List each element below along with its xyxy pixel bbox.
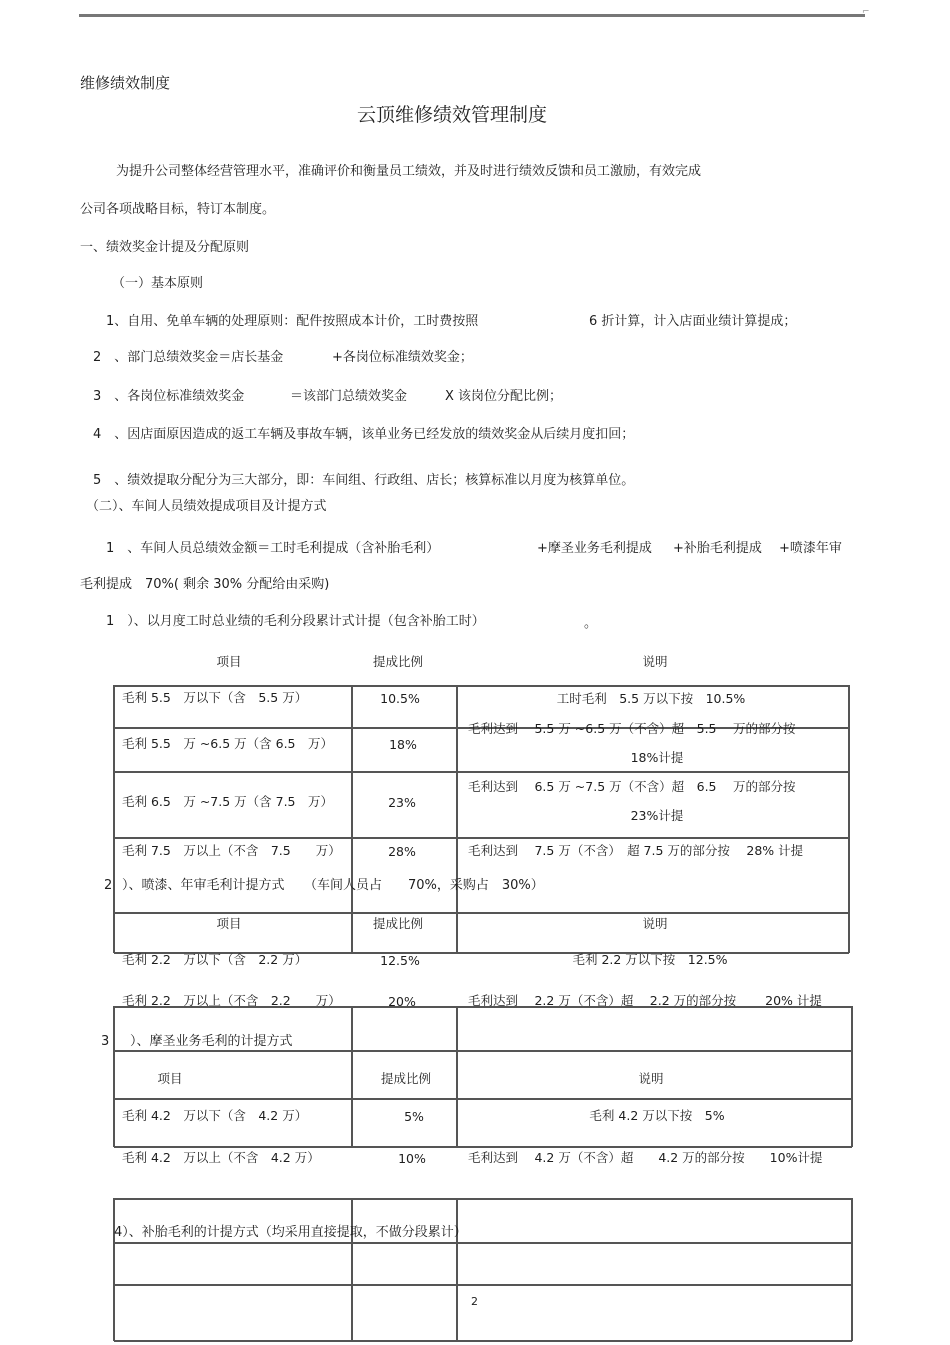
table2-row1-rate: 12.5%	[380, 953, 420, 968]
table3-line	[114, 1006, 852, 1008]
table4-line	[114, 1340, 852, 1342]
page-title: 云顶维修绩效管理制度	[356, 104, 548, 126]
table2-row1-desc: 毛利 2.2 万以下按 12.5%	[572, 952, 728, 967]
intro-line-1: 为提升公司整体经营管理水平，准确评价和衡量员工绩效，并及时进行绩效反馈和员工激励，有效完成	[116, 164, 702, 179]
rule-3b: ＝该部门总绩效奖金	[290, 389, 408, 404]
table1-row4-desc: 毛利达到 7.5 万（不含） 超 7.5 万的部分按 28% 计提	[468, 843, 804, 858]
subsection-heading-1: （一）基本原则	[112, 276, 204, 291]
item-1a: 1 ）、以月度工时总业绩的毛利分段累计式计提（包含补胎工时）	[106, 614, 485, 629]
formula-1a: 1 、车间人员总绩效金额＝工时毛利提成（含补胎毛利）	[106, 541, 440, 556]
table3-header-rate: 提成比例	[380, 1071, 432, 1086]
table1-row2-desc-2: 18%计提	[630, 750, 684, 765]
rule-2b: +各岗位标准绩效奖金；	[332, 350, 473, 365]
item-1b: 。	[584, 616, 598, 631]
table1-line	[113, 685, 115, 953]
table4-line	[114, 1284, 852, 1286]
table3-line	[851, 1006, 853, 1147]
table2-header-rate: 提成比例	[372, 916, 424, 931]
table1-line	[114, 685, 849, 687]
item-2-heading: ）、喷漆、年审毛利计提方式 （车间人员占 70%，采购占 30%）	[122, 878, 544, 893]
table1-row3-desc-2: 23%计提	[630, 808, 684, 823]
table1-row2-desc: 毛利达到 5.5 万 ~6.5 万（不含）超 5.5 万的部分按	[468, 721, 796, 736]
rule-3a: 3 、各岗位标准绩效奖金	[93, 389, 245, 404]
table1-line	[114, 771, 849, 773]
table4-line	[114, 1198, 852, 1200]
rule-3c: X 该岗位分配比例；	[445, 389, 563, 404]
intro-line-2: 公司各项战略目标，特订本制度。	[80, 202, 276, 217]
table1-row1-desc: 工时毛利 5.5 万以下按 10.5%	[556, 691, 746, 706]
item-2-number: 2	[104, 878, 113, 893]
table3-row2-item: 毛利 4.2 万以上（不含 4.2 万）	[122, 1150, 320, 1165]
table2-header-desc: 说明	[642, 916, 668, 931]
table1-row2-rate: 18%	[389, 737, 417, 752]
table3-row1-rate: 5%	[404, 1109, 424, 1124]
table2-line	[114, 912, 849, 914]
table1-row3-desc: 毛利达到 6.5 万 ~7.5 万（不含）超 6.5 万的部分按	[468, 779, 796, 794]
table3-row2-rate: 10%	[398, 1151, 426, 1166]
page-number: 2	[471, 1295, 478, 1308]
subsection-heading-2: （二）、车间人员绩效提成项目及计提方式	[86, 499, 327, 514]
table3-line	[351, 1006, 353, 1147]
table1-row4-item: 毛利 7.5 万以上（不含 7.5 万）	[122, 843, 341, 858]
table1-line	[456, 685, 458, 953]
item-3-heading: ）、摩圣业务毛利的计提方式	[130, 1034, 293, 1049]
table3-line	[114, 1098, 852, 1100]
table4-line	[456, 1198, 458, 1341]
table4-line	[851, 1198, 853, 1341]
table1-row3-rate: 23%	[388, 795, 416, 810]
table1-row3-item: 毛利 6.5 万 ~7.5 万（含 7.5 万）	[122, 794, 334, 809]
table3-header-item: 项目	[157, 1071, 183, 1086]
table3-line	[114, 1146, 852, 1148]
section-heading-1: 一、绩效奖金计提及分配原则	[80, 240, 250, 255]
table2-row2-item: 毛利 2.2 万以上（不含 2.2 万）	[122, 993, 341, 1008]
table3-line	[456, 1006, 458, 1147]
table1-line	[848, 685, 850, 953]
formula-1c: +补胎毛利提成	[673, 541, 762, 556]
formula-1d: +喷漆年审	[779, 541, 842, 556]
item-4-heading: 4）、补胎毛利的计提方式（均采用直接提取，不做分段累计）	[114, 1225, 467, 1240]
table3-row1-item: 毛利 4.2 万以下（含 4.2 万）	[122, 1108, 308, 1123]
table3-line	[113, 1006, 115, 1147]
table1-line	[351, 685, 353, 953]
table1-line	[114, 837, 849, 839]
table2-row2-desc: 毛利达到 2.2 万（不含）超 2.2 万的部分按 20% 计提	[468, 993, 822, 1008]
table3-row1-desc: 毛利 4.2 万以下按 5%	[589, 1108, 725, 1123]
table1-row1-item: 毛利 5.5 万以下（含 5.5 万）	[122, 690, 308, 705]
table2-header-item: 项目	[216, 916, 242, 931]
table1-header-desc: 说明	[642, 654, 668, 669]
table2-row1-item: 毛利 2.2 万以下（含 2.2 万）	[122, 952, 308, 967]
rule-1b: 6 折计算，计入店面业绩计算提成；	[589, 314, 797, 329]
top-rule	[79, 14, 865, 17]
table3-line	[114, 1050, 852, 1052]
rule-5: 5 、绩效提取分配分为三大部分，即：车间组、行政组、店长；核算标准以月度为核算单位。	[93, 473, 635, 488]
formula-2: 毛利提成 70%( 剩余 30% 分配给由采购)	[80, 577, 330, 592]
rule-1a: 1、自用、免单车辆的处理原则：配件按照成本计价，工时费按照	[106, 314, 479, 329]
table2-row2-rate: 20%	[388, 994, 416, 1009]
table1-row1-rate: 10.5%	[380, 691, 420, 706]
rule-2a: 2 、部门总绩效奖金＝店长基金	[93, 350, 284, 365]
header-label: 维修绩效制度	[80, 74, 171, 92]
table1-header-rate: 提成比例	[372, 654, 424, 669]
table3-header-desc: 说明	[638, 1071, 664, 1086]
table4-line	[351, 1198, 353, 1341]
corner-mark: ⌐	[862, 7, 870, 17]
table1-header-item: 项目	[216, 654, 242, 669]
formula-1b: +摩圣业务毛利提成	[537, 541, 652, 556]
table1-row4-rate: 28%	[388, 844, 416, 859]
table3-row2-desc: 毛利达到 4.2 万（不含）超 4.2 万的部分按 10%计提	[468, 1150, 823, 1165]
rule-4: 4 、因店面原因造成的返工车辆及事故车辆，该单业务已经发放的绩效奖金从后续月度扣回；	[93, 427, 635, 442]
item-3-number: 3	[101, 1034, 110, 1049]
table1-row2-item: 毛利 5.5 万 ~6.5 万（含 6.5 万）	[122, 736, 334, 751]
table4-line	[114, 1242, 852, 1244]
table4-line	[113, 1198, 115, 1341]
